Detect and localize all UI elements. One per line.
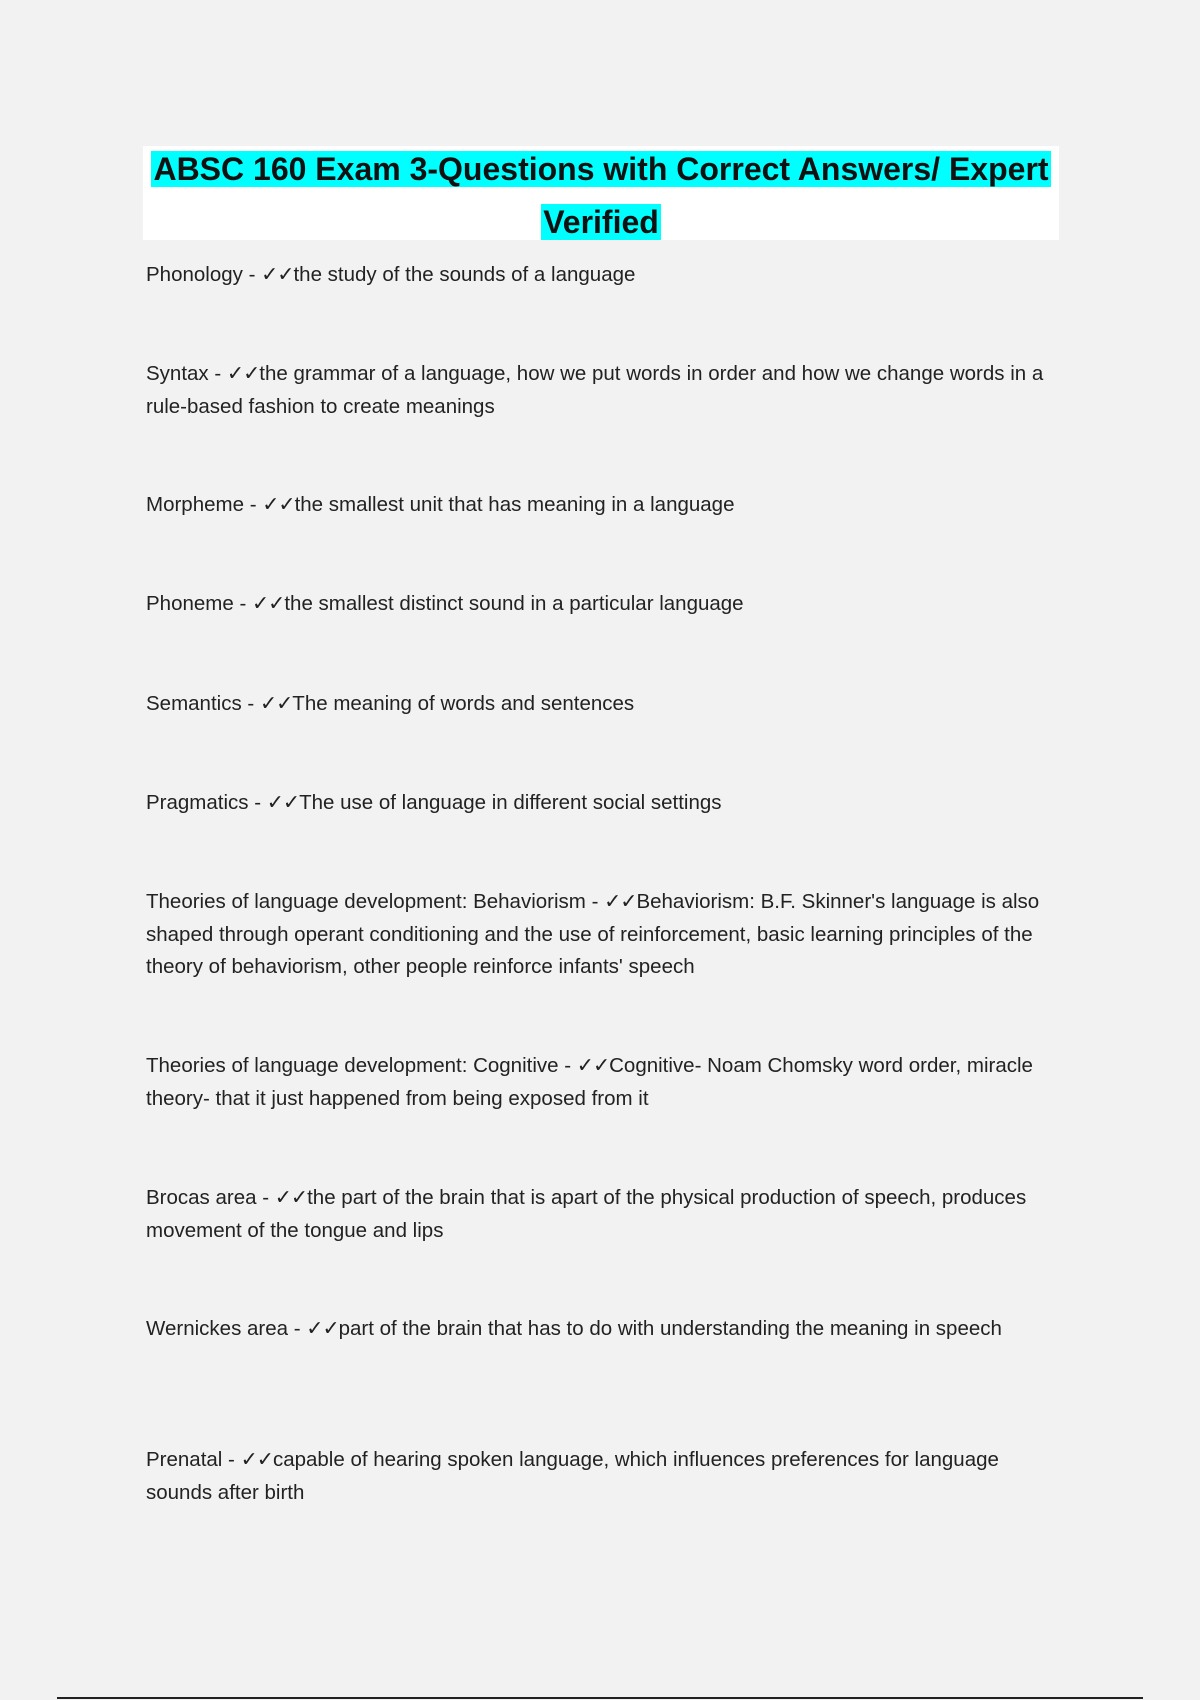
double-check-icon: ✓✓ <box>226 361 260 385</box>
qa-separator: - <box>241 692 260 715</box>
qa-term: Brocas area <box>146 1186 257 1209</box>
qa-term: Theories of language development: Behaviorism <box>146 890 586 913</box>
qa-item-pragmatics <box>146 786 1046 820</box>
double-check-icon: ✓✓ <box>576 1053 610 1077</box>
qa-term: Prenatal <box>146 1448 223 1471</box>
qa-separator: - <box>233 592 252 615</box>
qa-definition: part of the brain that has to do with understanding the meaning in speech <box>338 1317 1002 1340</box>
document-title: ABSC 160 Exam 3-Questions with Correct Answers/ Expert Verified <box>153 151 1049 240</box>
double-check-icon: ✓✓ <box>261 262 294 286</box>
qa-item-semantics <box>146 687 1046 721</box>
qa-item-phonology <box>146 258 1046 292</box>
qa-item-wernickes-area <box>146 1312 1046 1346</box>
qa-definition: Cognitive- Noam Chomsky word order, miracle theory- that it just happened from being exposed from it <box>146 1054 1033 1110</box>
qa-definition: the grammar of a language, how we put words in order and how we change words in a rule-based fashion to create meanings <box>146 362 1044 418</box>
qa-term: Theories of language development: Cognitive <box>146 1054 559 1077</box>
double-check-icon: ✓✓ <box>251 591 285 615</box>
qa-term: Morpheme <box>146 493 244 516</box>
double-check-icon: ✓✓ <box>266 790 300 814</box>
qa-item-morpheme <box>146 488 1046 522</box>
qa-term: Wernickes area <box>146 1317 289 1340</box>
qa-separator: - <box>222 1448 241 1471</box>
qa-separator: - <box>242 263 262 286</box>
qa-definition: the part of the brain that is apart of the physical production of speech, produces movement of the tongue and lips <box>146 1186 1027 1242</box>
qa-separator: - <box>244 493 263 516</box>
qa-separator: - <box>208 362 227 385</box>
qa-item-phoneme <box>146 587 1046 621</box>
qa-item-behaviorism <box>146 885 1046 984</box>
qa-definition: the study of the sounds of a language <box>293 263 636 286</box>
qa-item-syntax <box>146 357 1046 423</box>
qa-item-brocas-area <box>146 1181 1046 1247</box>
qa-item-prenatal <box>146 1443 1046 1509</box>
qa-separator: - <box>248 791 267 814</box>
double-check-icon: ✓✓ <box>259 691 293 715</box>
qa-definition: capable of hearing spoken language, which influences preferences for language sounds after birth <box>146 1448 999 1504</box>
qa-separator: - <box>558 1054 577 1077</box>
qa-item-cognitive <box>146 1049 1046 1115</box>
title-box <box>143 146 1059 240</box>
footer-rule <box>57 1697 1143 1699</box>
qa-separator: - <box>585 890 605 913</box>
qa-term: Phoneme <box>146 592 234 615</box>
qa-separator: - <box>288 1317 307 1340</box>
qa-term: Semantics <box>146 692 242 715</box>
qa-separator: - <box>256 1186 275 1209</box>
qa-definition: The use of language in different social settings <box>299 791 722 814</box>
double-check-icon: ✓✓ <box>306 1316 339 1340</box>
qa-definition: Behaviorism: B.F. Skinner's language is also shaped through operant conditioning and the use of reinforcement, basic learning principles of the theory of behaviorism, other people reinforce infants' speech <box>146 890 1040 978</box>
qa-definition: the smallest unit that has meaning in a language <box>294 493 735 516</box>
double-check-icon: ✓✓ <box>240 1447 273 1471</box>
qa-term: Syntax <box>146 362 209 385</box>
qa-definition: The meaning of words and sentences <box>292 692 635 715</box>
double-check-icon: ✓✓ <box>274 1185 308 1209</box>
qa-term: Pragmatics <box>146 791 249 814</box>
double-check-icon: ✓✓ <box>262 492 295 516</box>
double-check-icon: ✓✓ <box>604 889 637 913</box>
qa-definition: the smallest distinct sound in a particular language <box>284 592 744 615</box>
qa-term: Phonology <box>146 263 243 286</box>
